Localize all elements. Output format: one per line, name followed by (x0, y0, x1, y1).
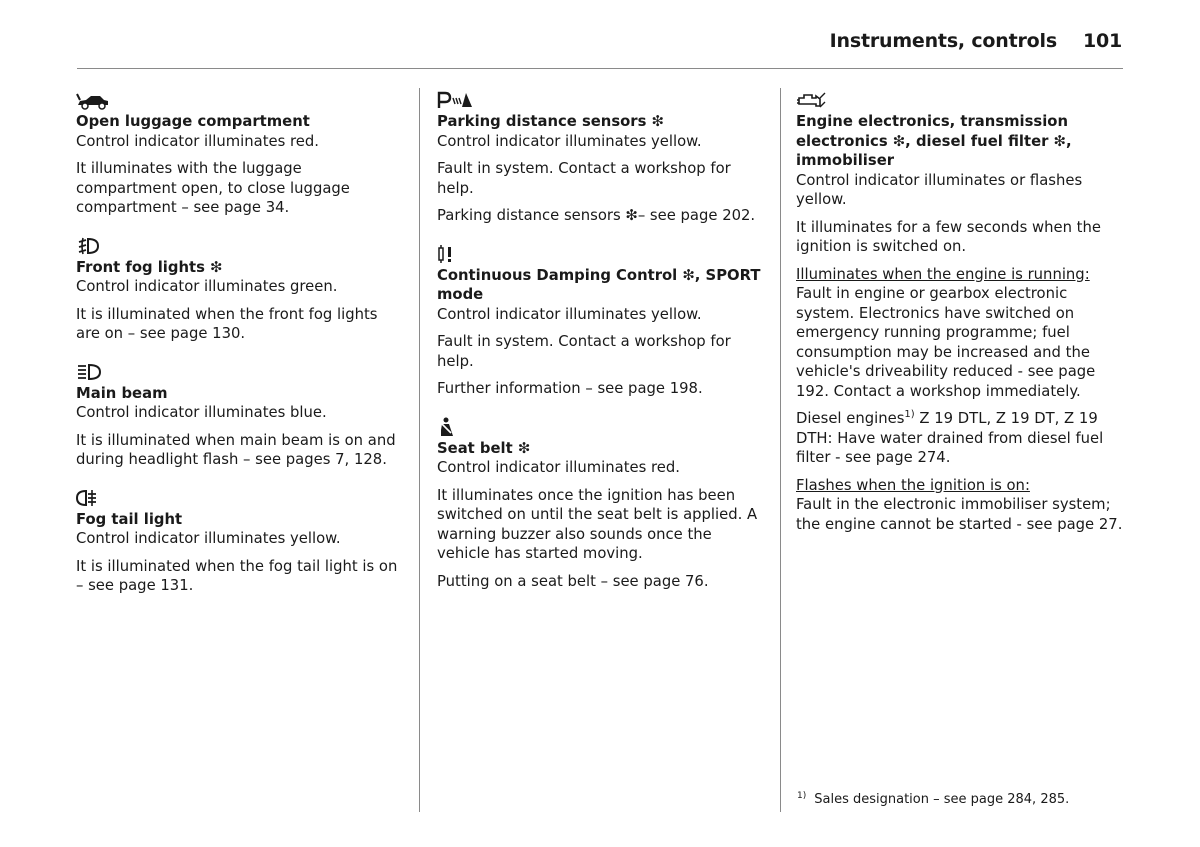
engine-text-2: It illuminates for a few seconds when the ignition is switched on. (796, 218, 1101, 255)
front-fog-section (76, 232, 406, 344)
chapter-title: Instruments, controls (829, 30, 1057, 52)
seatbelt-title: Seat belt ❇ (437, 439, 531, 457)
main-beam-icon (76, 358, 406, 382)
damping-text-3: Further information – see page 198. (437, 380, 703, 397)
luggage-title: Open luggage compartment (76, 113, 310, 130)
damping-control-icon (437, 240, 767, 264)
column-3 (796, 86, 1126, 548)
open-luggage-icon (76, 86, 406, 110)
front-fog-light-icon (76, 232, 406, 256)
luggage-section (76, 86, 406, 218)
engine-running-text: Fault in engine or gearbox electronic system. Electronics have switched on emergency running programme; fuel consumption may be increased and the vehicle's driveability reduced - see page 192. Contact a workshop immediately. (796, 285, 1096, 400)
seatbelt-section (437, 413, 767, 592)
fog-tail-section (76, 484, 406, 596)
main-beam-text-2: It is illuminated when main beam is on and during headlight flash – see pages 7, 128. (76, 431, 396, 468)
parking-section (437, 86, 767, 226)
parking-text-1: Control indicator illuminates yellow. (437, 132, 702, 150)
engine-running-heading: Illuminates when the engine is running: (796, 265, 1090, 283)
engine-electronics-icon (796, 86, 1126, 110)
parking-text-3: Parking distance sensors ❇– see page 202. (437, 207, 756, 224)
seat-belt-icon (437, 413, 767, 437)
front-fog-text-1: Control indicator illuminates green. (76, 278, 338, 295)
engine-text-1: Control indicator illuminates or flashes yellow. (796, 171, 1083, 208)
damping-title: Continuous Damping Control ❇, SPORT mode (437, 266, 761, 303)
page-header (830, 30, 1122, 52)
seatbelt-text-1: Control indicator illuminates red. (437, 459, 680, 476)
column-divider-1 (419, 88, 420, 812)
diesel-text: Z 19 DTL, Z 19 DT, Z 19 DTH: Have water drained from diesel fuel filter - see page 274. (796, 410, 1104, 466)
diesel-footnote-mark: 1) (904, 409, 915, 421)
page-number: 101 (1082, 30, 1122, 52)
main-beam-text-1: Control indicator illuminates blue. (76, 404, 327, 421)
engine-section (796, 86, 1126, 534)
engine-flashes-block (796, 476, 1126, 535)
engine-flashes-heading: Flashes when the ignition is on: (796, 476, 1030, 494)
main-beam-section (76, 358, 406, 470)
engine-diesel-block (796, 409, 1126, 468)
fog-tail-title: Fog tail light (76, 510, 183, 528)
front-fog-title: Front fog lights ❇ (76, 258, 223, 276)
header-rule (77, 68, 1123, 69)
fog-tail-text-1: Control indicator illuminates yellow. (76, 530, 341, 547)
engine-flashes-text: Fault in the electronic immobiliser system; the engine cannot be started - see page 27. (796, 496, 1123, 533)
diesel-prefix: Diesel engines (796, 410, 905, 427)
front-fog-text-2: It is illuminated when the front fog lights are on – see page 130. (76, 305, 378, 342)
footnote (797, 792, 1069, 807)
footnote-mark: 1) (797, 790, 807, 801)
parking-sensor-icon (437, 86, 767, 110)
column-divider-2 (780, 88, 781, 812)
damping-section (437, 240, 767, 399)
damping-text-2: Fault in system. Contact a workshop for help. (437, 333, 731, 370)
engine-title: Engine electronics, transmission electronics ❇, diesel fuel filter ❇, immobiliser (796, 113, 1072, 169)
column-1 (76, 86, 406, 610)
engine-running-block (796, 265, 1126, 402)
parking-title: Parking distance sensors ❇ (437, 113, 664, 130)
luggage-text-1: Control indicator illuminates red. (76, 132, 319, 150)
main-beam-title: Main beam (76, 384, 168, 402)
damping-text-1: Control indicator illuminates yellow. (437, 305, 702, 323)
seatbelt-text-3: Putting on a seat belt – see page 76. (437, 572, 709, 590)
luggage-text-2: It illuminates with the luggage compartment open, to close luggage compartment – see page 34. (76, 160, 350, 216)
parking-text-2: Fault in system. Contact a workshop for help. (437, 160, 731, 197)
fog-tail-light-icon (76, 484, 406, 508)
footnote-text: Sales designation – see page 284, 285. (814, 792, 1070, 807)
column-2 (437, 86, 767, 605)
seatbelt-text-2: It illuminates once the ignition has been switched on until the seat belt is applied. A warning buzzer also sounds once the vehicle has started moving. (437, 486, 758, 562)
fog-tail-text-2: It is illuminated when the fog tail light is on – see page 131. (76, 557, 398, 594)
